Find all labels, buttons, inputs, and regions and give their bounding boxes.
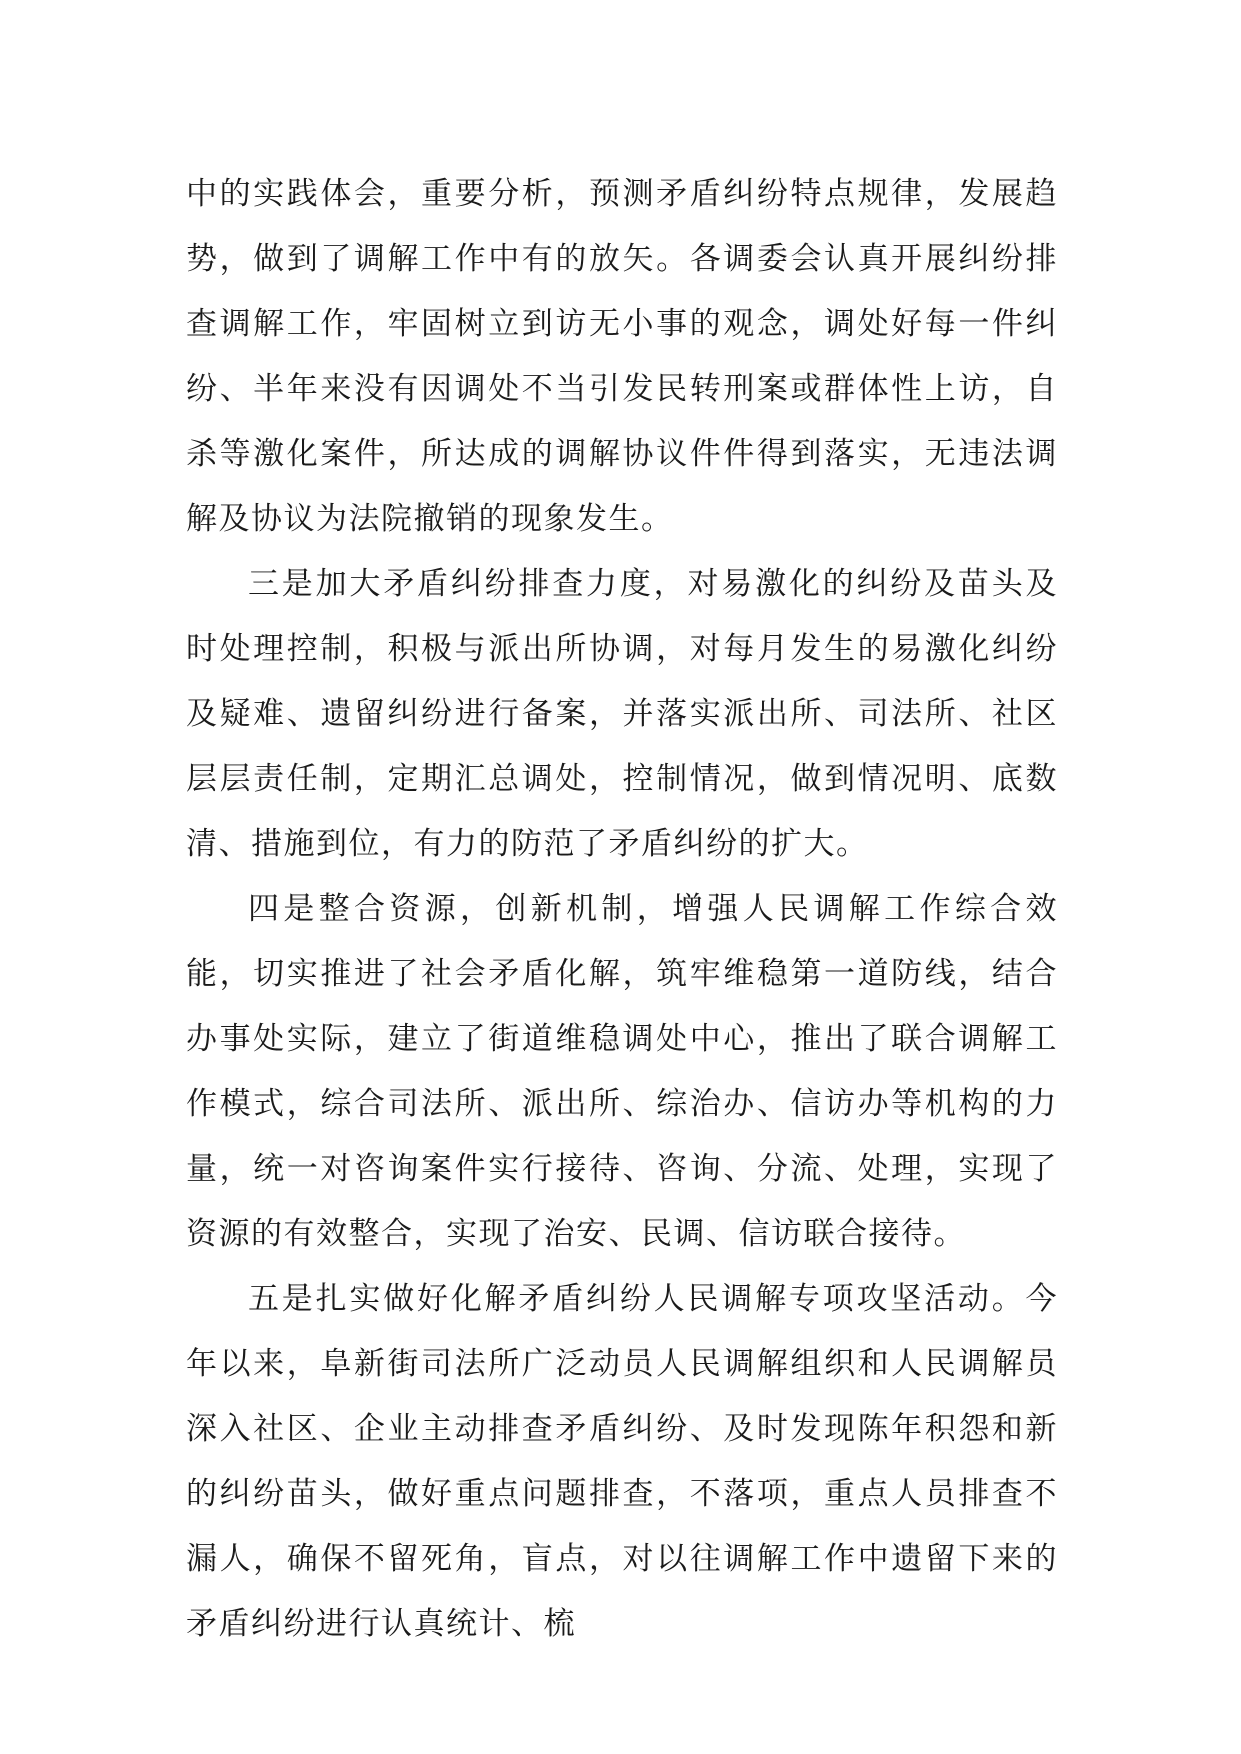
paragraph-2: 三是加大矛盾纠纷排查力度，对易激化的纠纷及苗头及时处理控制，积极与派出所协调，对每月发生的易激化纠纷及疑难、遗留纠纷进行备案，并落实派出所、司法所、社区层层责任制，定期汇总调处，控制情况，做到情况明、底数清、措施到位，有力的防范了矛盾纠纷的扩大。 [186,566,1058,862]
paragraph-1: 中的实践体会，重要分析，预测矛盾纠纷特点规律，发展趋势，做到了调解工作中有的放矢。各调委会认真开展纠纷排查调解工作，牢固树立到访无小事的观念，调处好每一件纠纷、半年来没有因调处不当引发民转刑案或群体性上访，自杀等激化案件，所达成的调解协议件件得到落实，无违法调解及协议为法院撤销的现象发生。 [186,176,1058,537]
paragraph-3: 四是整合资源，创新机制，增强人民调解工作综合效能，切实推进了社会矛盾化解，筑牢维稳第一道防线，结合办事处实际，建立了街道维稳调处中心，推出了联合调解工作模式，综合司法所、派出所、综治办、信访办等机构的力量，统一对咨询案件实行接待、咨询、分流、处理，实现了资源的有效整合，实现了治安、民调、信访联合接待。 [186,891,1058,1252]
document-body [186,162,1058,1657]
paragraph-4: 五是扎实做好化解矛盾纠纷人民调解专项攻坚活动。今年以来，阜新街司法所广泛动员人民调解组织和人民调解员深入社区、企业主动排查矛盾纠纷、及时发现陈年积怨和新的纠纷苗头，做好重点问题排查，不落项，重点人员排查不漏人，确保不留死角，盲点，对以往调解工作中遗留下来的矛盾纠纷进行认真统计、梳 [186,1281,1058,1642]
